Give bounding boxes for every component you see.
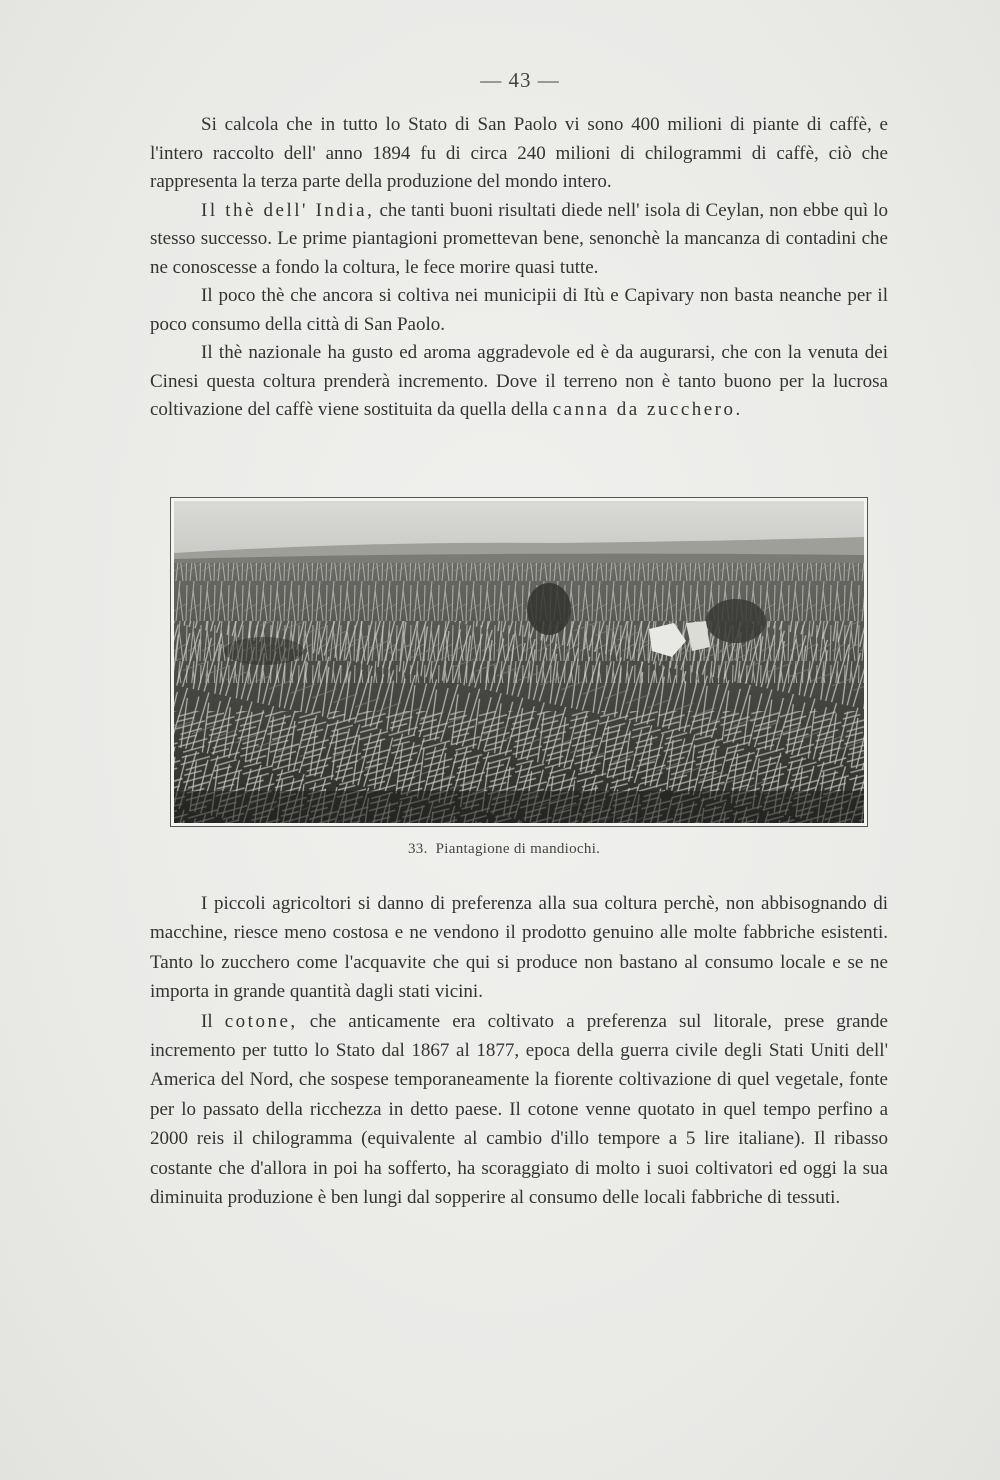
paragraph-text: I piccoli agricoltori si danno di preferenza alla sua coltura perchè, non abbisognando di macchine, riesce meno costosa e ne vendono il prodotto genuino alle molte fabbriche esistenti. Tanto lo zucchero come l'acquavite che qui si produce non bastano al consumo locale e se ne importa in grande quantità dagli stati vicini. — [150, 893, 888, 1003]
paragraph — [150, 339, 888, 425]
spaced-term: Il thè dell' India, — [201, 199, 375, 221]
photo-mandioca-plantation — [170, 497, 868, 827]
paragraph-text: Il poco thè che ancora si coltiva nei municipii di Itù e Capivary non basta neanche per il poco consumo della città di San Paolo. — [150, 285, 888, 335]
paragraph-prefix: Il — [201, 1010, 225, 1032]
paragraph-text: Si calcola che in tutto lo Stato di San Paolo vi sono 400 milioni di piante di caffè, e l'intero raccolto dell' anno 1894 fu di circa 240 milioni di chilogrammi di caffè, ciò che rappresenta la terza parte della produzione del mondo intero. — [150, 114, 888, 192]
paragraph-text: Il thè nazionale ha gusto ed aroma aggradevole ed è da augurarsi, che con la venuta dei Cinesi questa coltura prenderà incremento. Dove il terreno non è tanto buono per la lucrosa coltivazione del caffè viene sostituita da quella della — [150, 342, 888, 420]
spaced-term: cotone, — [224, 1010, 298, 1032]
text-block-top — [150, 111, 888, 425]
spaced-term: canna da zucchero. — [552, 399, 743, 420]
paragraph — [150, 889, 888, 1007]
text-block-bottom — [150, 889, 888, 1212]
paragraph — [150, 111, 888, 197]
caption-text: Piantagione di mandiochi. — [435, 841, 601, 857]
paragraph-text: che tanti buoni risultati diede nell' isola di Ceylan, non ebbe quì lo stesso successo. Le prime piantagioni promettevan bene, senonchè la mancanza di contadini che ne conoscesse a fondo la coltura, le fece morire quasi tutte. — [150, 199, 888, 278]
paragraph — [150, 1007, 888, 1213]
paragraph — [150, 197, 888, 283]
figure-number: 33. — [408, 841, 428, 857]
paragraph — [150, 282, 888, 339]
figure-caption — [408, 841, 600, 858]
page-number: — 43 — — [480, 68, 560, 92]
photo-image — [174, 501, 864, 823]
paragraph-text: che anticamente era coltivato a preferenza sul litorale, prese grande incremento per tutto lo Stato dal 1867 al 1877, epoca della guerra civile degli Stati Uniti dell' America del Nord, che sospese temporaneamente la fiorente coltivazione di quel vegetale, fonte per lo passato della ricchezza in detto paese. Il cotone venne quotato in quel tempo perfino a 2000 reis il chilogramma (equivalente al cambio d'illo tempore a 5 lire italiane). Il ribasso costante che d'allora in poi ha sofferto, ha scoraggiato di molto i suoi coltivatori ed oggi la sua diminuita produzione è ben lungi dal sopperire al consumo delle locali fabbriche di tessuti. — [150, 1010, 888, 1209]
